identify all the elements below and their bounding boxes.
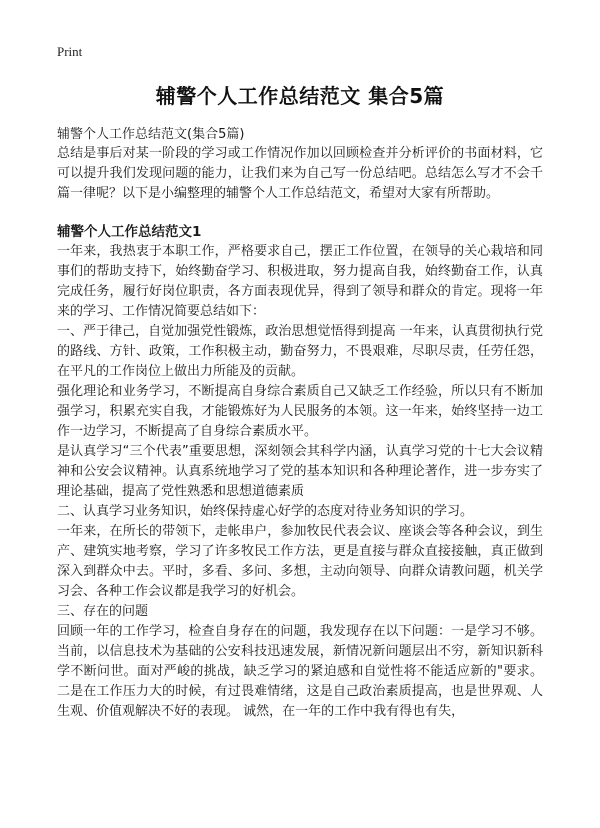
print-link[interactable]: Print <box>57 44 83 59</box>
body-paragraph: 二、认真学习业务知识，始终保持虚心好学的态度对待业务知识的学习。 <box>57 504 474 519</box>
page-title: 辅警个人工作总结范文 集合5篇 <box>155 84 445 108</box>
body-paragraph: 一年来，我热衷于本职工作，严格要求自己，摆正工作位置，在领导的关心栽培和同事们的帮助支持下，始终勤奋学习、积极进取，努力提高自我，始终勤奋工作，认真完成任务，履行好岗位职责，各方面表现优异，得到了领导和群众的肯定。现将一年来的学习、工作情况简要总结如下： <box>57 244 543 319</box>
body-paragraph: 一、严于律己，自觉加强党性锻炼，政治思想觉悟得到提高 一年来，认真贯彻执行党的路线、方针、政策，工作积极主动，勤奋努力，不畏艰难，尽职尽责，任劳任怨，在平凡的工作岗位上做出力所能及的贡献。 <box>57 324 543 379</box>
document-subtitle: 辅警个人工作总结范文(集合5篇) <box>57 127 245 142</box>
body-paragraph: 三、存在的问题 <box>57 604 149 619</box>
body-paragraph: 回顾一年的工作学习，检查自身存在的问题，我发现存在以下问题：一是学习不够。当前，以信息技术为基础的公安科技迅速发展，新情况新问题层出不穷，新知识新科学不断问世。面对严峻的挑战，缺乏学习的紧迫感和自觉性将不能适应新的"要求。二是在工作压力大的时候，有过畏难情绪，这是自己政治素质提高，也是世界观、人生观、价值观解决不好的表现。 诚然，在一年的工作中我有得也有失， <box>57 624 543 719</box>
section-heading: 辅警个人工作总结范文1 <box>57 224 202 240</box>
intro-paragraph: 总结是事后对某一阶段的学习或工作情况作加以回顾检查并分析评价的书面材料，它可以提升我们发现问题的能力，让我们来为自己写一份总结吧。总结怎么写才不会千篇一律呢？以下是小编整理的辅警个人工作总结范文，希望对大家有所帮助。 <box>57 146 543 201</box>
body-paragraph: 是认真学习“三个代表”重要思想，深刻领会其科学内涵，认真学习党的十七大会议精神和公安会议精神。认真系统地学习了党的基本知识和各种理论著作，进一步夯实了理论基础，提高了党性熟悉和思想道德素质 <box>57 444 543 499</box>
body-paragraph: 一年来，在所长的带领下，走帐串户，参加牧民代表会议、座谈会等各种会议，到生产、建筑实地考察，学习了许多牧民工作方法，更是直接与群众直接接触，真正做到深入到群众中去。平时，多看、多问、多想，主动向领导、向群众请教问题，机关学习会、各种工作会议都是我学习的好机会。 <box>57 524 543 599</box>
body-paragraph: 强化理论和业务学习，不断提高自身综合素质自己又缺乏工作经验，所以只有不断加强学习，积累充实自我，才能锻炼好为人民服务的本领。这一年来，始终坚持一边工作一边学习，不断提高了自身综合素质水平。 <box>57 384 543 439</box>
